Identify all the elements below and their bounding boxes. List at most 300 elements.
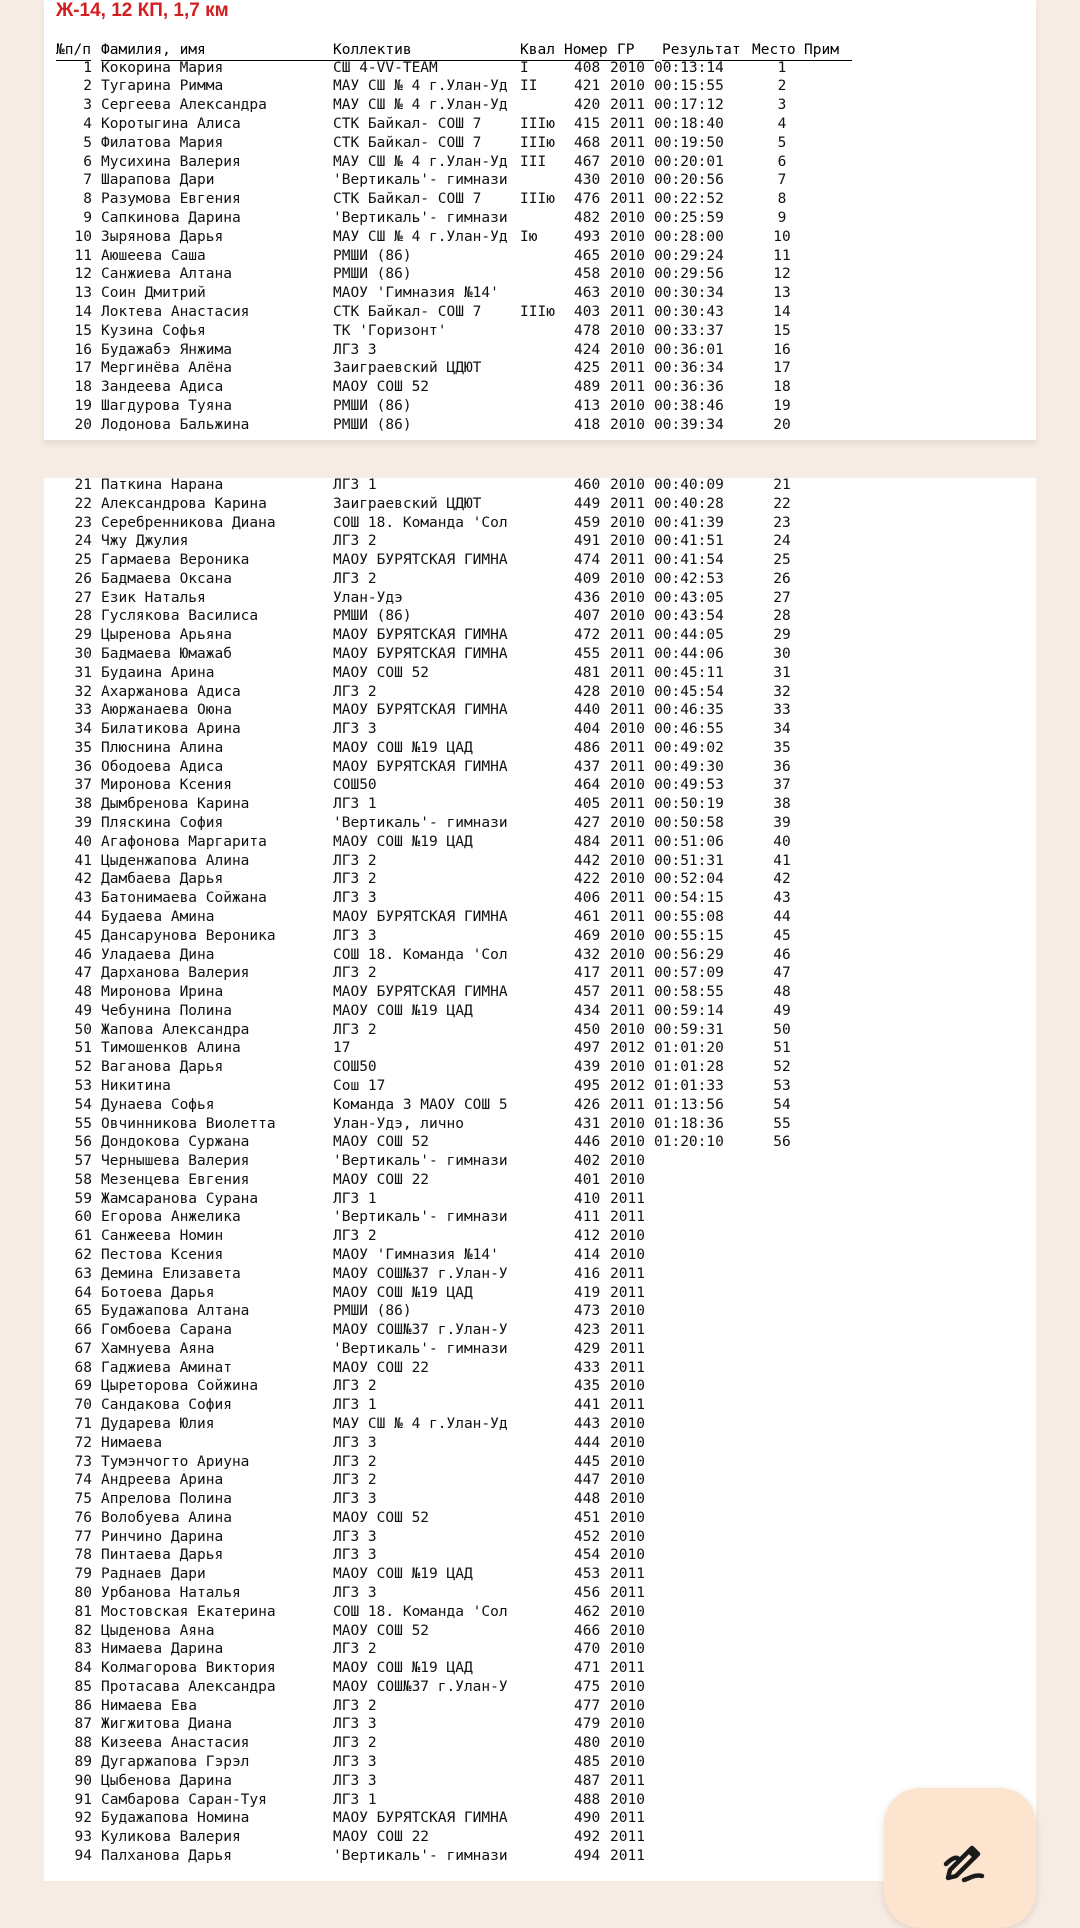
table-row bbox=[0, 1791, 1000, 1810]
cell-gr: 2011 bbox=[610, 97, 645, 114]
cell-name: Жамсаранова Сурана bbox=[101, 1190, 259, 1207]
cell-number: 482 bbox=[574, 209, 601, 226]
table-row bbox=[0, 134, 1000, 153]
cell-name: Сандакова София bbox=[101, 1397, 232, 1414]
header-place: Место bbox=[752, 42, 804, 61]
cell-number: 473 bbox=[574, 1303, 601, 1320]
table-row bbox=[0, 908, 1000, 927]
cell-team: МАОУ БУРЯТСКАЯ ГИМНА bbox=[333, 702, 508, 719]
cell-no: 22 bbox=[74, 495, 92, 512]
cell-team: МАОУ 'Гимназия №14' bbox=[333, 285, 499, 302]
table-row bbox=[0, 683, 1000, 702]
cell-number: 493 bbox=[574, 228, 601, 245]
cell-number: 413 bbox=[574, 397, 601, 414]
cell-gr: 2011 bbox=[610, 1397, 645, 1414]
cell-team: МАОУ БУРЯТСКАЯ ГИМНА bbox=[333, 758, 508, 775]
cell-no: 42 bbox=[74, 871, 92, 888]
cell-team: СОШ50 bbox=[333, 777, 377, 794]
cell-result: 00:43:05 bbox=[654, 589, 724, 606]
cell-team: ЛГЗ 2 bbox=[333, 852, 377, 869]
table-row bbox=[0, 946, 1000, 965]
cell-place: 35 bbox=[773, 739, 791, 756]
cell-name: Нимаева Дарина bbox=[101, 1641, 224, 1658]
cell-number: 432 bbox=[574, 946, 601, 963]
cell-team: ЛГЗ 3 bbox=[333, 1716, 377, 1733]
cell-number: 423 bbox=[574, 1322, 601, 1339]
cell-name: Паткина Нарана bbox=[101, 477, 224, 493]
cell-no: 47 bbox=[74, 965, 92, 982]
cell-place: 49 bbox=[773, 1002, 791, 1019]
cell-no: 7 bbox=[83, 172, 92, 189]
cell-gr: 2011 bbox=[610, 1190, 645, 1207]
cell-no: 46 bbox=[74, 946, 92, 963]
cell-team: МАОУ СОШ 22 bbox=[333, 1829, 430, 1846]
cell-no: 30 bbox=[74, 646, 92, 663]
cell-result: 00:42:53 bbox=[654, 570, 724, 587]
cell-number: 448 bbox=[574, 1491, 601, 1508]
cell-place: 52 bbox=[773, 1059, 791, 1076]
cell-name: Самбарова Саран-Туя bbox=[101, 1791, 267, 1808]
cell-team: МАУ СШ № 4 г.Улан-Уд bbox=[333, 1416, 508, 1432]
cell-team: ЛГЗ 2 bbox=[333, 1453, 377, 1470]
cell-result: 00:41:54 bbox=[654, 552, 724, 569]
cell-name: Колмагорова Виктория bbox=[101, 1660, 276, 1677]
cell-name: Ваганова Дарья bbox=[101, 1059, 224, 1076]
cell-team: ЛГЗ 2 bbox=[333, 965, 377, 982]
cell-name: Шагдурова Туяна bbox=[101, 397, 232, 414]
cell-number: 447 bbox=[574, 1472, 601, 1489]
cell-team: РМШИ (86) bbox=[333, 266, 412, 283]
cell-no: 16 bbox=[74, 341, 92, 358]
cell-no: 92 bbox=[74, 1810, 92, 1827]
cell-gr: 2010 bbox=[610, 1472, 645, 1489]
table-row bbox=[0, 1133, 1000, 1152]
cell-name: Език Наталья bbox=[101, 589, 206, 606]
cell-result: 00:52:04 bbox=[654, 871, 724, 888]
cell-gr: 2010 bbox=[610, 1059, 645, 1076]
cell-team: ЛГЗ 2 bbox=[333, 871, 377, 888]
cell-result: 00:46:55 bbox=[654, 721, 724, 738]
cell-number: 441 bbox=[574, 1397, 601, 1414]
cell-name: Нимаева bbox=[101, 1434, 163, 1451]
cell-no: 19 bbox=[74, 397, 92, 414]
cell-gr: 2010 bbox=[610, 533, 645, 550]
cell-no: 56 bbox=[74, 1134, 92, 1151]
cell-number: 419 bbox=[574, 1284, 601, 1301]
cell-name: Мезенцева Евгения bbox=[101, 1171, 250, 1188]
cell-result: 01:01:20 bbox=[654, 1040, 724, 1057]
cell-result: 00:30:34 bbox=[654, 285, 724, 302]
cell-name: Овчинникова Виолетта bbox=[101, 1115, 276, 1132]
cell-name: Дамбаева Дарья bbox=[101, 871, 224, 888]
table-row bbox=[0, 228, 1000, 247]
table-row bbox=[0, 1584, 1000, 1603]
cell-no: 52 bbox=[74, 1059, 92, 1076]
cell-team: МАОУ СОШ №19 ЦАД bbox=[333, 1002, 473, 1019]
cell-team: ЛГЗ 2 bbox=[333, 1697, 377, 1714]
cell-number: 422 bbox=[574, 871, 601, 888]
cell-name: Протасава Александра bbox=[101, 1678, 276, 1695]
table-row bbox=[0, 341, 1000, 360]
cell-team: ЛГЗ 2 bbox=[333, 570, 377, 587]
cell-place: 32 bbox=[773, 683, 791, 700]
cell-place: 56 bbox=[773, 1134, 791, 1151]
cell-number: 491 bbox=[574, 533, 601, 550]
cell-place: 28 bbox=[773, 608, 791, 625]
cell-number: 412 bbox=[574, 1228, 601, 1245]
cell-number: 467 bbox=[574, 153, 601, 170]
cell-no: 11 bbox=[74, 247, 92, 264]
header-gr: ГР bbox=[617, 42, 654, 61]
cell-no: 35 bbox=[74, 739, 92, 756]
cell-no: 32 bbox=[74, 683, 92, 700]
cell-team: МАОУ СОШ 22 bbox=[333, 1171, 430, 1188]
cell-gr: 2010 bbox=[610, 1603, 645, 1620]
cell-result: 00:17:12 bbox=[654, 97, 724, 114]
cell-place: 14 bbox=[773, 303, 791, 320]
cell-team: МАОУ БУРЯТСКАЯ ГИМНА bbox=[333, 627, 508, 644]
cell-team: ЛГЗ 1 bbox=[333, 796, 377, 813]
cell-gr: 2011 bbox=[610, 1359, 645, 1376]
cell-gr: 2011 bbox=[610, 1566, 645, 1583]
table-row bbox=[0, 1021, 1000, 1040]
cell-name: Ботоева Дарья bbox=[101, 1284, 215, 1301]
cell-number: 452 bbox=[574, 1528, 601, 1545]
cell-gr: 2011 bbox=[610, 646, 645, 663]
cell-no: 14 bbox=[74, 303, 92, 320]
cell-no: 23 bbox=[74, 514, 92, 531]
cell-place: 42 bbox=[773, 871, 791, 888]
cell-result: 00:43:54 bbox=[654, 608, 724, 625]
header-no: №п/п bbox=[56, 42, 91, 61]
cell-name: Билатикова Арина bbox=[101, 721, 241, 738]
cell-name: Агафонова Маргарита bbox=[101, 833, 267, 850]
cell-gr: 2011 bbox=[610, 1772, 645, 1789]
cell-gr: 2011 bbox=[610, 1585, 645, 1602]
cell-team: МАОУ БУРЯТСКАЯ ГИМНА bbox=[333, 984, 508, 1001]
table-row bbox=[0, 1603, 1000, 1622]
table-row bbox=[0, 153, 1000, 172]
cell-gr: 2011 bbox=[610, 1284, 645, 1301]
cell-no: 39 bbox=[74, 815, 92, 832]
cell-team: РМШИ (86) bbox=[333, 416, 412, 433]
cell-name: Зандеева Адиса bbox=[101, 379, 224, 396]
cell-name: Гаджиева Аминат bbox=[101, 1359, 232, 1376]
cell-place: 4 bbox=[777, 115, 787, 132]
cell-gr: 2011 bbox=[610, 379, 645, 396]
cell-team: Команда 3 МАОУ СОШ 5 bbox=[333, 1096, 508, 1113]
cell-no: 72 bbox=[74, 1434, 92, 1451]
cell-number: 465 bbox=[574, 247, 601, 264]
cell-no: 6 bbox=[83, 153, 92, 170]
table-row bbox=[0, 1734, 1000, 1753]
cell-number: 459 bbox=[574, 514, 601, 531]
cell-number: 463 bbox=[574, 285, 601, 302]
cell-place: 15 bbox=[773, 322, 791, 339]
cell-team: ЛГЗ 3 bbox=[333, 1491, 377, 1508]
cell-gr: 2011 bbox=[610, 303, 645, 320]
cell-result: 01:18:36 bbox=[654, 1115, 724, 1132]
table-row bbox=[0, 1115, 1000, 1134]
cell-name: Разумова Евгения bbox=[101, 191, 241, 208]
cell-number: 403 bbox=[574, 303, 601, 320]
cell-place: 6 bbox=[777, 153, 787, 170]
cell-no: 12 bbox=[74, 266, 92, 283]
cell-result: 00:39:34 bbox=[654, 416, 724, 433]
table-row bbox=[0, 59, 1000, 78]
table-row bbox=[0, 870, 1000, 889]
cell-no: 50 bbox=[74, 1021, 92, 1038]
cell-name: Кузина Софья bbox=[101, 322, 206, 339]
cell-no: 62 bbox=[74, 1246, 92, 1263]
cell-team: МАУ СШ № 4 г.Улан-Уд bbox=[333, 78, 508, 95]
cell-name: Пляскина София bbox=[101, 815, 224, 832]
cell-name: Будаева Амина bbox=[101, 908, 215, 925]
cell-team: МАОУ СОШ №19 ЦАД bbox=[333, 1284, 473, 1301]
cell-number: 443 bbox=[574, 1416, 601, 1432]
cell-no: 2 bbox=[83, 78, 92, 95]
cell-number: 492 bbox=[574, 1829, 601, 1846]
table-row bbox=[0, 77, 1000, 96]
cell-result: 00:41:51 bbox=[654, 533, 724, 550]
cell-name: Хамнуева Аяна bbox=[101, 1340, 215, 1357]
cell-no: 89 bbox=[74, 1754, 92, 1771]
cell-no: 4 bbox=[83, 115, 92, 132]
cell-name: Локтева Анастасия bbox=[101, 303, 250, 320]
cell-number: 415 bbox=[574, 115, 601, 132]
table-row bbox=[0, 284, 1000, 303]
table-row bbox=[0, 96, 1000, 115]
cell-result: 00:18:40 bbox=[654, 115, 724, 132]
cell-result: 01:13:56 bbox=[654, 1096, 724, 1113]
cell-gr: 2010 bbox=[610, 1528, 645, 1545]
cell-place: 2 bbox=[777, 78, 787, 95]
cell-number: 480 bbox=[574, 1735, 601, 1752]
cell-result: 00:49:30 bbox=[654, 758, 724, 775]
cell-kval: II bbox=[520, 78, 538, 95]
cell-team: ЛГЗ 3 bbox=[333, 1772, 377, 1789]
cell-no: 80 bbox=[74, 1585, 92, 1602]
cell-name: Аюшеева Саша bbox=[101, 247, 206, 264]
cell-name: Мусихина Валерия bbox=[101, 153, 241, 170]
cell-no: 61 bbox=[74, 1228, 92, 1245]
cell-gr: 2011 bbox=[610, 495, 645, 512]
cell-no: 65 bbox=[74, 1303, 92, 1320]
cell-number: 468 bbox=[574, 134, 601, 151]
cell-result: 00:44:06 bbox=[654, 646, 724, 663]
table-row bbox=[0, 1096, 1000, 1115]
cell-gr: 2011 bbox=[610, 134, 645, 151]
cell-no: 37 bbox=[74, 777, 92, 794]
cell-kval: III bbox=[520, 153, 547, 170]
cell-no: 26 bbox=[74, 570, 92, 587]
cell-gr: 2010 bbox=[610, 153, 645, 170]
cell-gr: 2010 bbox=[610, 1171, 645, 1188]
cell-name: Санжиева Алтана bbox=[101, 266, 232, 283]
table-row bbox=[0, 1265, 1000, 1284]
cell-number: 435 bbox=[574, 1378, 601, 1395]
cell-place: 29 bbox=[773, 627, 791, 644]
cell-place: 44 bbox=[773, 908, 791, 925]
cell-result: 00:20:56 bbox=[654, 172, 724, 189]
cell-team: 'Вертикаль'- гимнази bbox=[333, 815, 508, 832]
table-row bbox=[0, 1697, 1000, 1716]
cell-number: 424 bbox=[574, 341, 601, 358]
cell-no: 64 bbox=[74, 1284, 92, 1301]
cell-result: 00:41:39 bbox=[654, 514, 724, 531]
cell-result: 00:36:34 bbox=[654, 360, 724, 377]
cell-number: 410 bbox=[574, 1190, 601, 1207]
cell-team: 'Вертикаль'- гимнази bbox=[333, 1340, 508, 1357]
table-row bbox=[0, 1284, 1000, 1303]
cell-number: 449 bbox=[574, 495, 601, 512]
table-row bbox=[0, 1321, 1000, 1340]
table-row bbox=[0, 247, 1000, 266]
cell-number: 444 bbox=[574, 1434, 601, 1451]
cell-name: Будажапова Алтана bbox=[101, 1303, 250, 1320]
edit-pen-icon bbox=[936, 1836, 988, 1888]
cell-place: 12 bbox=[773, 266, 791, 283]
table-row bbox=[0, 1415, 1000, 1434]
cell-result: 00:55:15 bbox=[654, 927, 724, 944]
cell-no: 70 bbox=[74, 1397, 92, 1414]
cell-place: 40 bbox=[773, 833, 791, 850]
cell-team: СШ 4-VV-TEAM bbox=[333, 59, 438, 76]
cell-team: ЛГЗ 2 bbox=[333, 533, 377, 550]
cell-no: 29 bbox=[74, 627, 92, 644]
cell-team: МАОУ СОШ№37 г.Улан-У bbox=[333, 1678, 508, 1695]
cell-no: 69 bbox=[74, 1378, 92, 1395]
cell-name: Тугарина Римма bbox=[101, 78, 224, 95]
cell-team: МАОУ СОШ 52 bbox=[333, 664, 430, 681]
cell-team: СТК Байкал- СОШ 7 bbox=[333, 134, 482, 151]
cell-name: Никитина bbox=[101, 1077, 171, 1094]
cell-number: 428 bbox=[574, 683, 601, 700]
cell-place: 11 bbox=[773, 247, 791, 264]
cell-gr: 2010 bbox=[610, 589, 645, 606]
cell-number: 433 bbox=[574, 1359, 601, 1376]
cell-name: Дымбренова Карина bbox=[101, 796, 250, 813]
cell-gr: 2011 bbox=[610, 965, 645, 982]
cell-team: 'Вертикаль'- гимнази bbox=[333, 1847, 508, 1864]
cell-no: 79 bbox=[74, 1566, 92, 1583]
table-row bbox=[0, 927, 1000, 946]
cell-number: 497 bbox=[574, 1040, 601, 1057]
cell-place: 7 bbox=[777, 172, 787, 189]
cell-place: 9 bbox=[777, 209, 787, 226]
cell-place: 51 bbox=[773, 1040, 791, 1057]
table-row bbox=[0, 1340, 1000, 1359]
cell-name: Санжеева Номин bbox=[101, 1228, 224, 1245]
cell-result: 00:49:02 bbox=[654, 739, 724, 756]
cell-result: 00:36:36 bbox=[654, 379, 724, 396]
cell-kval: IIIю bbox=[520, 115, 555, 132]
table-row bbox=[0, 1640, 1000, 1659]
cell-gr: 2010 bbox=[610, 1491, 645, 1508]
cell-gr: 2010 bbox=[610, 777, 645, 794]
cell-team: ЛГЗ 3 bbox=[333, 1434, 377, 1451]
cell-no: 54 bbox=[74, 1096, 92, 1113]
cell-team: СТК Байкал- СОШ 7 bbox=[333, 191, 482, 208]
cell-gr: 2011 bbox=[610, 1660, 645, 1677]
cell-place: 27 bbox=[773, 589, 791, 606]
cell-number: 404 bbox=[574, 721, 601, 738]
cell-place: 5 bbox=[777, 134, 787, 151]
cell-place: 8 bbox=[777, 191, 787, 208]
cell-name: Урбанова Наталья bbox=[101, 1585, 241, 1602]
table-row bbox=[0, 1039, 1000, 1058]
cell-gr: 2011 bbox=[610, 758, 645, 775]
cell-no: 25 bbox=[74, 552, 92, 569]
cell-gr: 2010 bbox=[610, 1453, 645, 1470]
cell-name: Уладаева Дина bbox=[101, 946, 215, 963]
table-row bbox=[0, 1246, 1000, 1265]
cell-place: 3 bbox=[777, 97, 787, 114]
cell-name: Серебренникова Диана bbox=[101, 514, 276, 531]
cell-kval: IIIю bbox=[520, 134, 555, 151]
cell-name: Апрелова Полина bbox=[101, 1491, 232, 1508]
cell-team: ЛГЗ 1 bbox=[333, 477, 377, 493]
cell-no: 45 bbox=[74, 927, 92, 944]
cell-place: 31 bbox=[773, 664, 791, 681]
cell-place: 26 bbox=[773, 570, 791, 587]
cell-team: МАОУ СОШ№37 г.Улан-У bbox=[333, 1322, 508, 1339]
edit-fab-button[interactable] bbox=[884, 1788, 1036, 1928]
cell-gr: 2010 bbox=[610, 477, 645, 493]
cell-result: 00:22:52 bbox=[654, 191, 724, 208]
cell-name: Цыреторова Сойжина bbox=[101, 1378, 259, 1395]
cell-gr: 2010 bbox=[610, 1416, 645, 1432]
cell-gr: 2010 bbox=[610, 1791, 645, 1808]
header-number: Номер bbox=[564, 42, 617, 61]
cell-place: 18 bbox=[773, 379, 791, 396]
cell-number: 494 bbox=[574, 1847, 601, 1864]
cell-result: 01:01:28 bbox=[654, 1059, 724, 1076]
cell-kval: Iю bbox=[520, 228, 538, 245]
cell-gr: 2010 bbox=[610, 341, 645, 358]
cell-number: 430 bbox=[574, 172, 601, 189]
cell-result: 00:49:53 bbox=[654, 777, 724, 794]
cell-gr: 2010 bbox=[610, 570, 645, 587]
cell-no: 1 bbox=[83, 59, 92, 76]
cell-team: МАОУ 'Гимназия №14' bbox=[333, 1246, 499, 1263]
cell-result: 00:38:46 bbox=[654, 397, 724, 414]
cell-number: 481 bbox=[574, 664, 601, 681]
cell-team: МАОУ БУРЯТСКАЯ ГИМНА bbox=[333, 908, 508, 925]
cell-gr: 2011 bbox=[610, 1096, 645, 1113]
cell-result: 00:30:43 bbox=[654, 303, 724, 320]
cell-number: 402 bbox=[574, 1153, 601, 1170]
cell-number: 469 bbox=[574, 927, 601, 944]
cell-name: Дондокова Суржана bbox=[101, 1134, 250, 1151]
cell-team: ЛГЗ 3 bbox=[333, 341, 377, 358]
cell-place: 25 bbox=[773, 552, 791, 569]
cell-gr: 2011 bbox=[610, 360, 645, 377]
cell-team: МАОУ СОШ 22 bbox=[333, 1359, 430, 1376]
cell-result: 00:57:09 bbox=[654, 965, 724, 982]
cell-number: 479 bbox=[574, 1716, 601, 1733]
cell-number: 464 bbox=[574, 777, 601, 794]
table-row bbox=[0, 626, 1000, 645]
cell-team: МАОУ СОШ 52 bbox=[333, 379, 430, 396]
cell-no: 75 bbox=[74, 1491, 92, 1508]
cell-name: Гуслякова Василиса bbox=[101, 608, 259, 625]
table-row bbox=[0, 171, 1000, 190]
cell-team: МАОУ БУРЯТСКАЯ ГИМНА bbox=[333, 646, 508, 663]
cell-number: 401 bbox=[574, 1171, 601, 1188]
cell-number: 461 bbox=[574, 908, 601, 925]
cell-team: МАУ СШ № 4 г.Улан-Уд bbox=[333, 153, 508, 170]
